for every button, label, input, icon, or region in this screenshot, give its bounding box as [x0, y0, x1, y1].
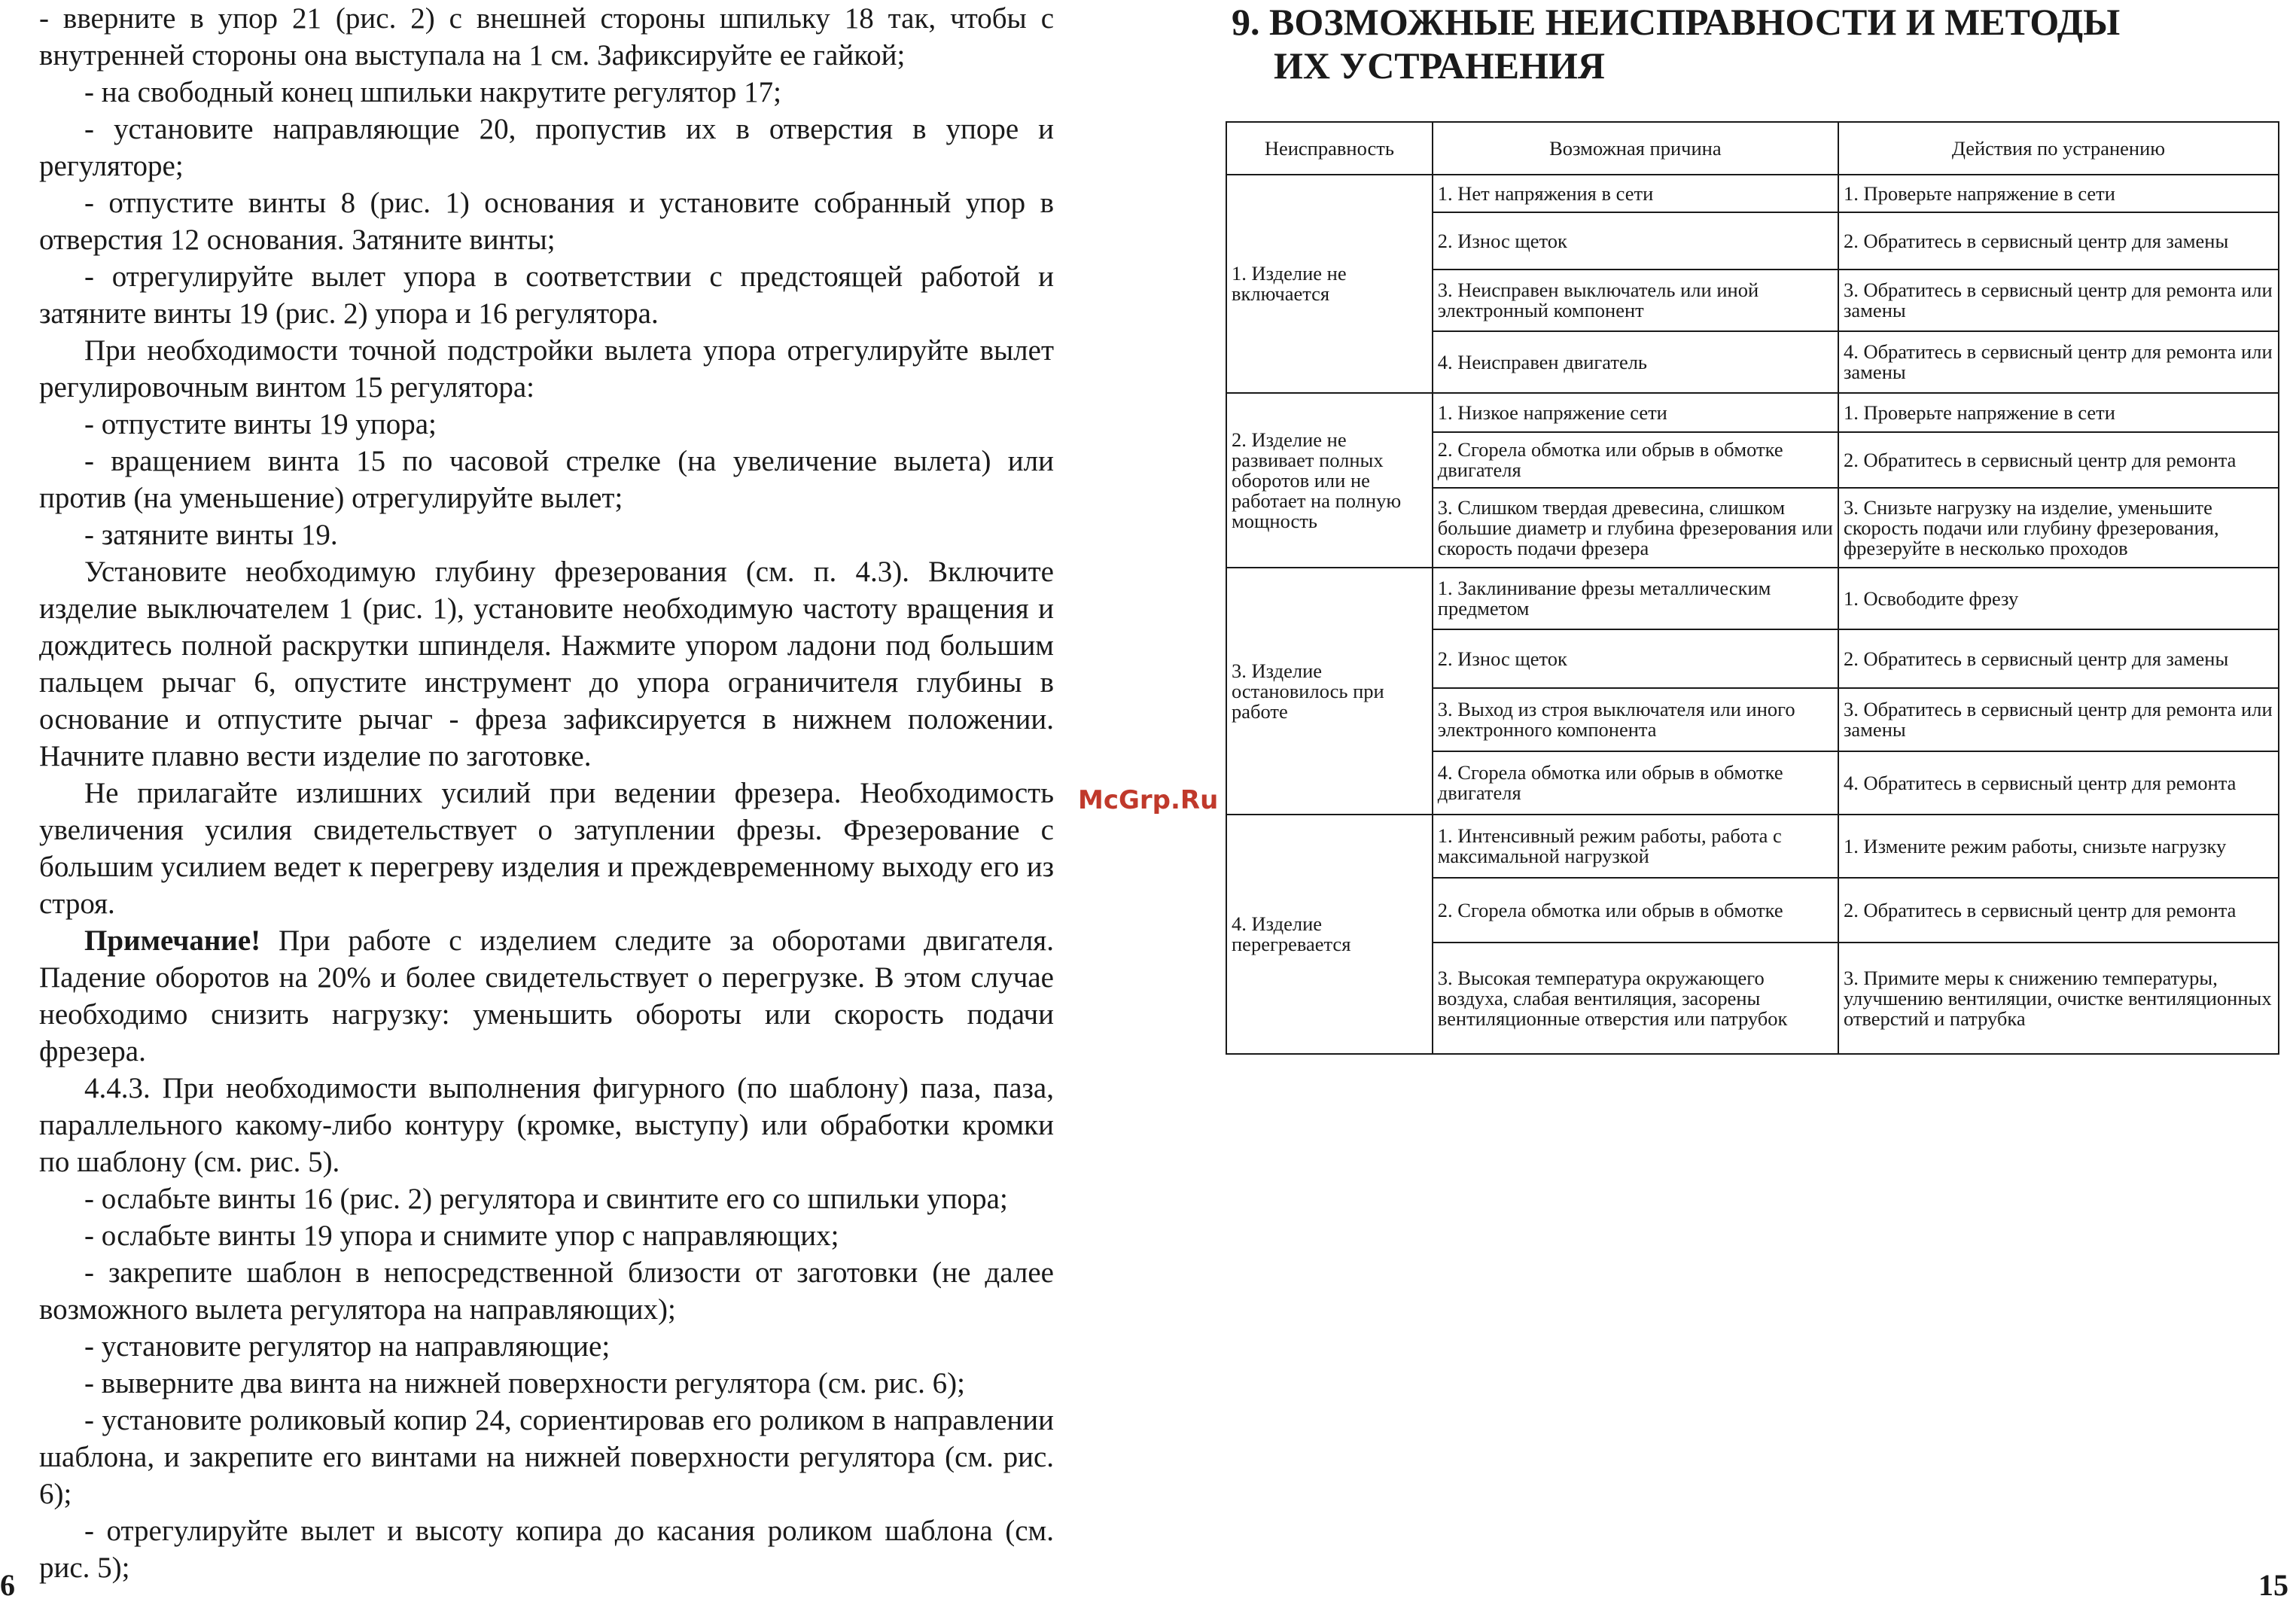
cause-cell: 3. Высокая температура окружающего воздуха, слабая вентиляция, засорены вентиляционные отверстия или патрубок [1433, 943, 1838, 1054]
cause-cell: 1. Низкое напряжение сети [1433, 393, 1838, 432]
table-header-row [1226, 122, 2279, 175]
cause-cell: 1. Интенсивный режим работы, работа с максимальной нагрузкой [1433, 815, 1838, 878]
paragraph: При необходимости точной подстройки вылета упора отрегулируйте вылет регулировочным винтом 15 регулятора: [39, 334, 1054, 404]
left-page-text [39, 0, 1054, 1586]
note-text: При работе с изделием следите за оборотами двигателя. Падение оборотов на 20% и более свидетельствует о перегрузке. В этом случае необходимо снизить нагрузку: уменьшить обороты или скорость подачи фрезера. [39, 924, 1054, 1067]
left-page-number: 6 [0, 1568, 15, 1602]
action-cell: 2. Обратитесь в сервисный центр для замены [1838, 629, 2279, 688]
paragraph: - отрегулируйте вылет упора в соответствии с предстоящей работой и затяните винты 19 (рис. 2) упора и 16 регулятора. [39, 260, 1054, 330]
fault-cell: 1. Изделие не включается [1226, 175, 1433, 393]
cause-cell: 1. Заклинивание фрезы металлическим предметом [1433, 568, 1838, 629]
paragraph: - установите роликовый копир 24, сориентировав его роликом в направлении шаблона, и закрепите его винтами на нижней поверхности регулятора (см. рис. 6); [39, 1404, 1054, 1510]
action-cell: 3. Примите меры к снижению температуры, улучшению вентиляции, очистке вентиляционных отверстий и патрубка [1838, 943, 2279, 1054]
action-cell: 1. Освободите фрезу [1838, 568, 2279, 629]
paragraph: - ослабьте винты 19 упора и снимите упор с направляющих; [84, 1220, 839, 1252]
paragraph: - ослабьте винты 16 (рис. 2) регулятора и свинтите его со шпильки упора; [84, 1183, 1008, 1215]
troubleshooting-table [1226, 121, 2279, 1055]
paragraph: - выверните два винта на нижней поверхности регулятора (см. рис. 6); [84, 1367, 965, 1399]
paragraph: - закрепите шаблон в непосредственной близости от заготовки (не далее возможного вылета регулятора на направляющих); [39, 1256, 1054, 1326]
action-cell: 3. Обратитесь в сервисный центр для ремонта или замены [1838, 270, 2279, 331]
header-fault: Неисправность [1226, 122, 1433, 175]
paragraph: Не прилагайте излишних усилий при ведении фрезера. Необходимость увеличения усилия свидетельствует о затуплении фрезы. Фрезерование с большим усилием ведет к перегреву изделия и преждевременному выходу его из строя. [39, 777, 1054, 920]
action-cell: 1. Измените режим работы, снизьте нагрузку [1838, 815, 2279, 878]
paragraph: - затяните винты 19. [84, 519, 338, 551]
title-line: ИХ УСТРАНЕНИЯ [1274, 44, 1606, 87]
table-row [1226, 815, 2279, 878]
cause-cell: 4. Сгорела обмотка или обрыв в обмотке двигателя [1433, 751, 1838, 815]
table-row [1226, 393, 2279, 432]
action-cell: 2. Обратитесь в сервисный центр для замены [1838, 212, 2279, 270]
title-line: 9. ВОЗМОЖНЫЕ НЕИСПРАВНОСТИ И МЕТОДЫ [1232, 1, 2121, 43]
cause-cell: 4. Неисправен двигатель [1433, 331, 1838, 393]
action-cell: 1. Проверьте напряжение в сети [1838, 175, 2279, 212]
cause-cell: 3. Выход из строя выключателя или иного электронного компонента [1433, 688, 1838, 751]
paragraph: - на свободный конец шпильки накрутите регулятор 17; [84, 76, 781, 108]
action-cell: 3. Обратитесь в сервисный центр для ремонта или замены [1838, 688, 2279, 751]
action-cell: 4. Обратитесь в сервисный центр для ремонта или замены [1838, 331, 2279, 393]
cause-cell: 2. Износ щеток [1433, 212, 1838, 270]
paragraph: - установите направляющие 20, пропустив их в отверстия в упоре и регуляторе; [39, 113, 1054, 182]
action-cell: 1. Проверьте напряжение в сети [1838, 393, 2279, 432]
cause-cell: 2. Сгорела обмотка или обрыв в обмотке двигателя [1433, 432, 1838, 488]
paragraph: - вверните в упор 21 (рис. 2) с внешней стороны шпильку 18 так, чтобы с внутренней стороны она выступала на 1 см. Зафиксируйте ее гайкой; [39, 2, 1054, 72]
cause-cell: 2. Износ щеток [1433, 629, 1838, 688]
cause-cell: 2. Сгорела обмотка или обрыв в обмотке [1433, 878, 1838, 943]
fault-cell: 4. Изделие перегревается [1226, 815, 1433, 1054]
action-cell: 2. Обратитесь в сервисный центр для ремонта [1838, 432, 2279, 488]
cause-cell: 3. Неисправен выключатель или иной электронный компонент [1433, 270, 1838, 331]
paragraph: - установите регулятор на направляющие; [84, 1330, 611, 1363]
paragraph: - отпустите винты 8 (рис. 1) основания и установите собранный упор в отверстия 12 основания. Затяните винты; [39, 187, 1054, 256]
fault-cell: 3. Изделие остановилось при работе [1226, 568, 1433, 815]
fault-cell: 2. Изделие не развивает полных оборотов или не работает на полную мощность [1226, 393, 1433, 568]
right-page-number: 15 [2258, 1568, 2288, 1602]
paragraph: - отпустите винты 19 упора; [84, 408, 437, 440]
note-label: Примечание! [84, 924, 261, 957]
cause-cell: 3. Слишком твердая древесина, слишком большие диаметр и глубина фрезерования или скорость подачи фрезера [1433, 488, 1838, 568]
note-paragraph [39, 922, 1054, 1070]
action-cell: 3. Снизьте нагрузку на изделие, уменьшите скорость подачи или глубину фрезерования, фрезеруйте в несколько проходов [1838, 488, 2279, 568]
paragraph: - отрегулируйте вылет и высоту копира до касания роликом шаблона (см. рис. 5); [39, 1515, 1054, 1584]
header-cause: Возможная причина [1433, 122, 1838, 175]
section-title [1232, 0, 2285, 87]
paragraph: Установите необходимую глубину фрезерования (см. п. 4.3). Включите изделие выключателем 1 (рис. 1), установите необходимую частоту вращения и дождитесь полной раскрутки шпинделя. Нажмите упором ладони под большим пальцем рычаг 6, опустите инструмент до упора ограничителя глубины в основание и отпустите рычаг - фреза зафиксируется в нижнем положении. Начните плавно вести изделие по заготовке. [39, 556, 1054, 772]
watermark: McGrp.Ru [1078, 785, 1219, 815]
table-row [1226, 175, 2279, 212]
action-cell: 4. Обратитесь в сервисный центр для ремонта [1838, 751, 2279, 815]
cause-cell: 1. Нет напряжения в сети [1433, 175, 1838, 212]
paragraph: - вращением винта 15 по часовой стрелке (на увеличение вылета) или против (на уменьшение) отрегулируйте вылет; [39, 445, 1054, 514]
header-action: Действия по устранению [1838, 122, 2279, 175]
table-row [1226, 568, 2279, 629]
action-cell: 2. Обратитесь в сервисный центр для ремонта [1838, 878, 2279, 943]
paragraph: 4.4.3. При необходимости выполнения фигурного (по шаблону) паза, паза, параллельного какому-либо контуру (кромке, выступу) или обработки кромки по шаблону (см. рис. 5). [39, 1072, 1054, 1178]
